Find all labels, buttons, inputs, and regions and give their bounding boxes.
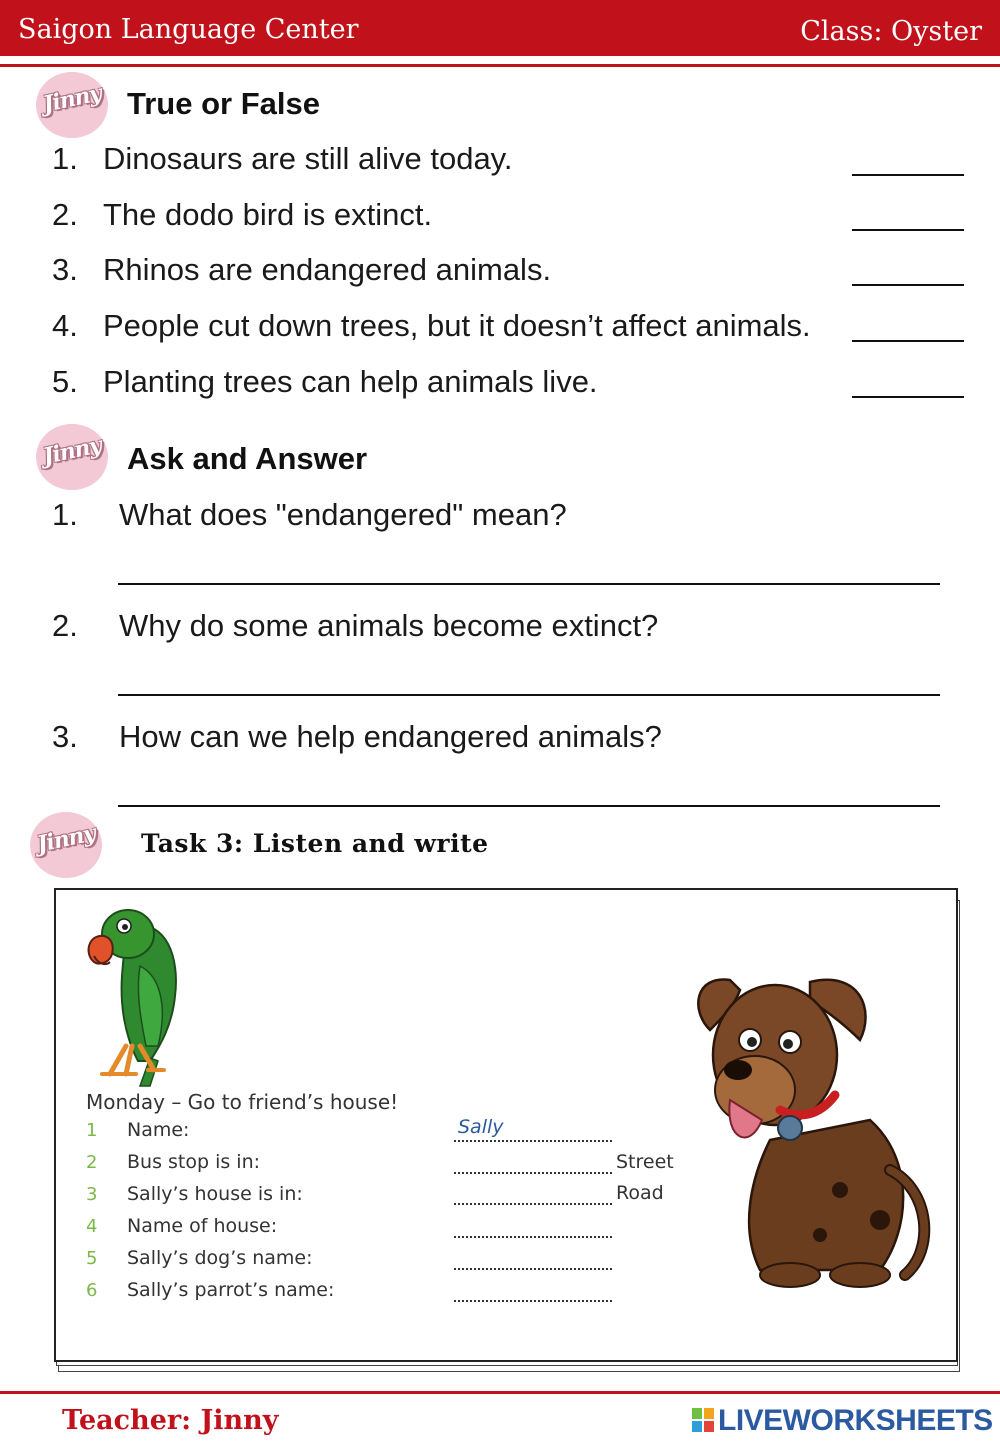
tf-answer-blank[interactable] [852, 229, 964, 231]
task3-item-number: 1 [86, 1120, 98, 1141]
qa-answer-line[interactable] [118, 694, 940, 696]
section-title-ask-answer: Ask and Answer [127, 441, 368, 476]
task3-suffix: Street [616, 1151, 674, 1173]
tf-item-number: 5. [52, 364, 78, 399]
tf-answer-blank[interactable] [852, 396, 964, 398]
tf-item-number: 2. [52, 197, 78, 232]
dog-illustration [690, 970, 940, 1300]
tf-item-text: Planting trees can help animals live. [103, 364, 598, 399]
qa-item-text: How can we help endangered animals? [119, 719, 662, 754]
qa-item-text: What does "endangered" mean? [119, 497, 567, 532]
liveworksheets-logo-icon [692, 1408, 714, 1432]
task3-item-label: Sally’s parrot’s name: [127, 1279, 335, 1301]
qa-item-number: 3. [52, 719, 78, 754]
qa-item-text: Why do some animals become extinct? [119, 608, 659, 643]
task3-item-number: 3 [86, 1184, 98, 1205]
task3-item-number: 2 [86, 1152, 98, 1173]
class-label: Class: Oyster [800, 16, 982, 47]
task3-example-answer: Sally [458, 1116, 504, 1138]
task3-item-label: Sally’s dog’s name: [127, 1247, 313, 1269]
qa-answer-line[interactable] [118, 805, 940, 807]
tf-item-text: The dodo bird is extinct. [103, 197, 433, 232]
tf-answer-blank[interactable] [852, 174, 964, 176]
tf-item-number: 3. [52, 252, 78, 287]
header-divider [0, 64, 1000, 67]
task3-item-label: Name of house: [127, 1215, 278, 1237]
jinny-logo: Jinny [30, 812, 102, 878]
task3-answer-blank[interactable] [454, 1172, 612, 1174]
section-title-true-false: True or False [127, 86, 320, 121]
parrot-illustration [80, 896, 200, 1088]
tf-item-text: Rhinos are endangered animals. [103, 252, 552, 287]
task3-answer-blank[interactable] [454, 1300, 612, 1302]
task3-item-number: 4 [86, 1216, 98, 1237]
footer-divider [0, 1391, 1000, 1394]
qa-item-number: 1. [52, 497, 78, 532]
tf-answer-blank[interactable] [852, 340, 964, 342]
task3-title: Task 3: Listen and write [141, 829, 489, 858]
task3-suffix: Road [616, 1182, 664, 1204]
task3-answer-blank[interactable] [454, 1236, 612, 1238]
task3-item-number: 5 [86, 1248, 98, 1269]
liveworksheets-brand[interactable]: LIVEWORKSHEETS [718, 1404, 993, 1437]
task3-item-label: Name: [127, 1119, 190, 1141]
task3-answer-blank[interactable] [454, 1140, 612, 1142]
teacher-name: Teacher: Jinny [62, 1405, 279, 1436]
tf-item-text: People cut down trees, but it doesn’t affect animals. [103, 308, 811, 343]
task3-item-label: Sally’s house is in: [127, 1183, 303, 1205]
jinny-logo: Jinny [36, 72, 108, 138]
tf-item-number: 4. [52, 308, 78, 343]
task3-item-number: 6 [86, 1280, 98, 1301]
task3-heading: Monday – Go to friend’s house! [86, 1090, 399, 1114]
task3-item-label: Bus stop is in: [127, 1151, 261, 1173]
tf-item-number: 1. [52, 141, 78, 176]
tf-answer-blank[interactable] [852, 284, 964, 286]
qa-item-number: 2. [52, 608, 78, 643]
jinny-logo: Jinny [36, 424, 108, 490]
qa-answer-line[interactable] [118, 583, 940, 585]
task3-answer-blank[interactable] [454, 1203, 612, 1205]
task3-answer-blank[interactable] [454, 1268, 612, 1270]
school-name: Saigon Language Center [18, 14, 359, 45]
tf-item-text: Dinosaurs are still alive today. [103, 141, 513, 176]
